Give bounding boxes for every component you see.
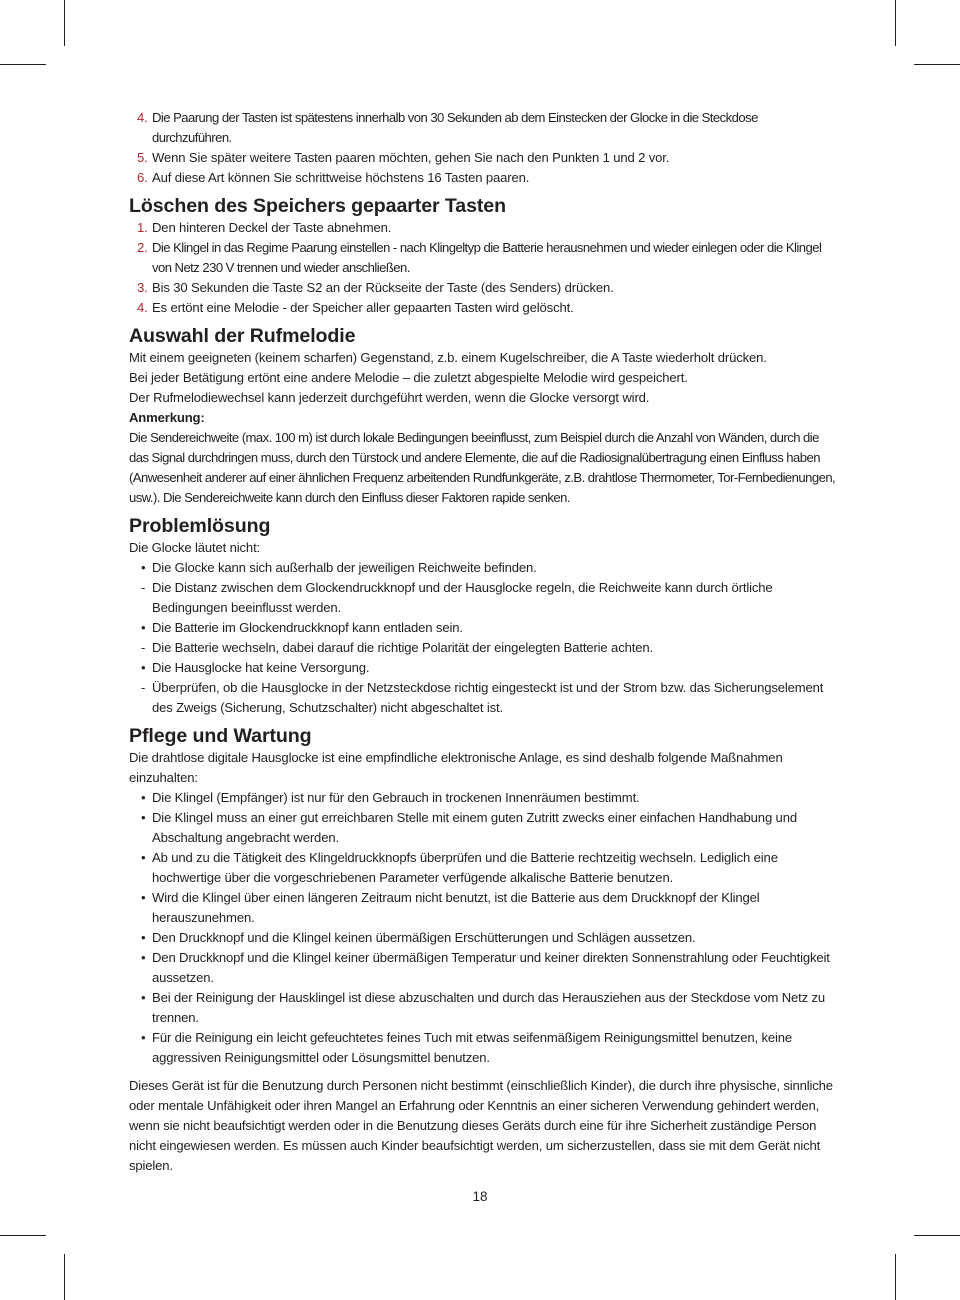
list-item [129, 578, 837, 618]
section-title-ringtone: Auswahl der Rufmelodie [129, 325, 356, 347]
list-item [129, 298, 837, 318]
list-item [129, 658, 837, 678]
list-item [129, 238, 837, 278]
section-title-delete-memory: Löschen des Speichers gepaarter Tasten [129, 195, 506, 217]
bullet-marker: • [141, 620, 146, 635]
crop-mark-top-left [64, 0, 65, 46]
item-text: Überprüfen, ob die Hausglocke in der Netzsteckdose richtig eingesteckt ist und der Strom bzw. das Sicherungselement des Zweigs (Sicherung, Schutzschalter) nicht abgeschaltet ist. [152, 680, 824, 715]
list-item [129, 888, 837, 928]
step-text: Auf diese Art können Sie schrittweise höchstens 16 Tasten paaren. [152, 170, 530, 185]
list-item [129, 618, 837, 638]
care-list [129, 788, 837, 1068]
manual-page [129, 108, 837, 1176]
bullet-marker: - [141, 680, 146, 695]
item-text: Die Batterie im Glockendruckknopf kann entladen sein. [152, 620, 463, 635]
crop-mark-bottom-right [895, 1254, 896, 1300]
item-text: Den Druckknopf und die Klingel keiner übermäßigen Temperatur und keiner direkten Sonnenstrahlung oder Feuchtigkeit aussetzen. [152, 950, 830, 985]
crop-mark-right-bottom [914, 1235, 960, 1236]
list-item [129, 948, 837, 988]
bullet-marker: • [141, 790, 146, 805]
bullet-marker: • [141, 660, 146, 675]
list-item [129, 928, 837, 948]
note-label: Anmerkung: [129, 410, 205, 425]
list-item [129, 678, 837, 718]
section-title-care: Pflege und Wartung [129, 725, 312, 747]
ringtone-paragraph-3: Der Rufmelodiewechsel kann jederzeit durchgeführt werden, wenn die Glocke versorgt wird. [129, 390, 650, 405]
list-item [129, 108, 837, 148]
list-item [129, 988, 837, 1028]
list-item [129, 848, 837, 888]
item-text: Die Klingel muss an einer gut erreichbaren Stelle mit einem guten Zutritt zwecks einer einfachen Handhabung und Abschaltung angebracht werden. [152, 810, 797, 845]
spacer [129, 1068, 837, 1076]
step-text: Die Paarung der Tasten ist spätestens innerhalb von 30 Sekunden ab dem Einstecken der Glocke in die Steckdose durchzuführen. [152, 110, 758, 145]
safety-closing-paragraph: Dieses Gerät ist für die Benutzung durch Personen nicht bestimmt (einschließlich Kinder), die durch ihre physische, sinnliche oder mentale Unfähigkeit oder ihren Mangel an Erfahrung oder Kenntnis an einer sicheren Verwendung gehindert werden, wenn sie nicht beaufsichtigt werden oder in die Benutzung dieses Geräts durch eine für ihre Sicherheit zuständige Person nicht eingewiesen werden. Es müssen auch Kinder beaufsichtigt werden, um sicherzustellen, dass sie mit dem Gerät nicht spielen. [129, 1078, 833, 1173]
list-item [129, 788, 837, 808]
item-text: Die Batterie wechseln, dabei darauf die richtige Polarität der eingelegten Batterie achten. [152, 640, 653, 655]
step-text: Es ertönt eine Melodie - der Speicher aller gepaarten Tasten wird gelöscht. [152, 300, 574, 315]
list-item [129, 148, 837, 168]
ringtone-paragraph-1: Mit einem geeigneten (keinem scharfen) Gegenstand, z.b. einem Kugelschreiber, die A Taste wiederholt drücken. [129, 350, 767, 365]
bullet-marker: • [141, 890, 146, 905]
step-number: 3. [137, 280, 148, 295]
step-number: 4. [137, 300, 148, 315]
section-title-troubleshooting: Problemlösung [129, 515, 271, 537]
ringtone-paragraph-2: Bei jeder Betätigung ertönt eine andere Melodie – die zuletzt abgespielte Melodie wird gespeichert. [129, 370, 688, 385]
list-item [129, 278, 837, 298]
bullet-marker: • [141, 850, 146, 865]
item-text: Den Druckknopf und die Klingel keinen übermäßigen Erschütterungen und Schlägen aussetzen. [152, 930, 696, 945]
bullet-marker: • [141, 1030, 146, 1045]
list-item [129, 638, 837, 658]
bullet-marker: • [141, 560, 146, 575]
bullet-marker: • [141, 990, 146, 1005]
crop-mark-right-top [914, 64, 960, 65]
item-text: Wird die Klingel über einen längeren Zeitraum nicht benutzt, ist die Batterie aus dem Druckknopf der Klingel herauszunehmen. [152, 890, 760, 925]
item-text: Die Hausglocke hat keine Versorgung. [152, 660, 370, 675]
crop-mark-left-top [0, 64, 46, 65]
step-number: 2. [137, 240, 148, 255]
bullet-marker: - [141, 640, 146, 655]
list-item [129, 558, 837, 578]
item-text: Die Klingel (Empfänger) ist nur für den Gebrauch in trockenen Innenräumen bestimmt. [152, 790, 640, 805]
crop-mark-top-right [895, 0, 896, 46]
step-number: 6. [137, 170, 148, 185]
item-text: Für die Reinigung ein leicht gefeuchtetes feines Tuch mit etwas seifenmäßigem Reinigungsmittel benutzen, keine aggressiven Reinigungsmittel oder Lösungsmittel benutzen. [152, 1030, 793, 1065]
step-number: 1. [137, 220, 148, 235]
bullet-marker: • [141, 810, 146, 825]
page-number: 18 [472, 1189, 488, 1204]
crop-mark-left-bottom [0, 1235, 46, 1236]
step-text: Bis 30 Sekunden die Taste S2 an der Rückseite der Taste (des Senders) drücken. [152, 280, 614, 295]
item-text: Die Glocke kann sich außerhalb der jeweiligen Reichweite befinden. [152, 560, 537, 575]
crop-mark-bottom-left [64, 1254, 65, 1300]
step-text: Den hinteren Deckel der Taste abnehmen. [152, 220, 392, 235]
step-number: 5. [137, 150, 148, 165]
care-intro: Die drahtlose digitale Hausglocke ist eine empfindliche elektronische Anlage, es sind deshalb folgende Maßnahmen einzuhalten: [129, 750, 783, 785]
step-number: 4. [137, 110, 148, 125]
bullet-marker: - [141, 580, 146, 595]
list-item [129, 1028, 837, 1068]
note-text: Die Sendereichweite (max. 100 m) ist durch lokale Bedingungen beeinflusst, zum Beispiel durch die Anzahl von Wänden, durch die das Signal durchdringen muss, durch den Türstock und andere Elemente, die auf die Radiosignalübertragung einen Einfluss haben (Anwesenheit anderer auf einer ähnlichen Frequenz arbeitenden Rundfunkgeräte, z.B. drahtlose Thermometer, Tor-Fernbedienungen, usw.). Die Sendereichweite kann durch den Einfluss dieser Faktoren rapide senken. [129, 430, 836, 505]
pairing-steps-list [129, 108, 837, 188]
step-text: Wenn Sie später weitere Tasten paaren möchten, gehen Sie nach den Punkten 1 und 2 vor. [152, 150, 670, 165]
delete-steps-list [129, 218, 837, 318]
bullet-marker: • [141, 950, 146, 965]
item-text: Ab und zu die Tätigkeit des Klingeldruckknopfs überprüfen und die Batterie rechtzeitig wechseln. Lediglich eine hochwertige über die vorgeschriebenen Parameter verfügende alkalische Batterie benutzen. [152, 850, 778, 885]
list-item [129, 808, 837, 848]
bullet-marker: • [141, 930, 146, 945]
list-item [129, 218, 837, 238]
item-text: Die Distanz zwischen dem Glockendruckknopf und der Hausglocke regeln, die Reichweite kann durch örtliche Bedingungen beeinflusst werden. [152, 580, 773, 615]
troubleshooting-intro: Die Glocke läutet nicht: [129, 540, 261, 555]
troubleshooting-list [129, 558, 837, 718]
list-item [129, 168, 837, 188]
item-text: Bei der Reinigung der Hausklingel ist diese abzuschalten und durch das Herausziehen aus der Steckdose vom Netz zu trennen. [152, 990, 826, 1025]
step-text: Die Klingel in das Regime Paarung einstellen - nach Klingeltyp die Batterie herausnehmen und wieder einlegen oder die Klingel von Netz 230 V trennen und wieder anschließen. [152, 240, 822, 275]
